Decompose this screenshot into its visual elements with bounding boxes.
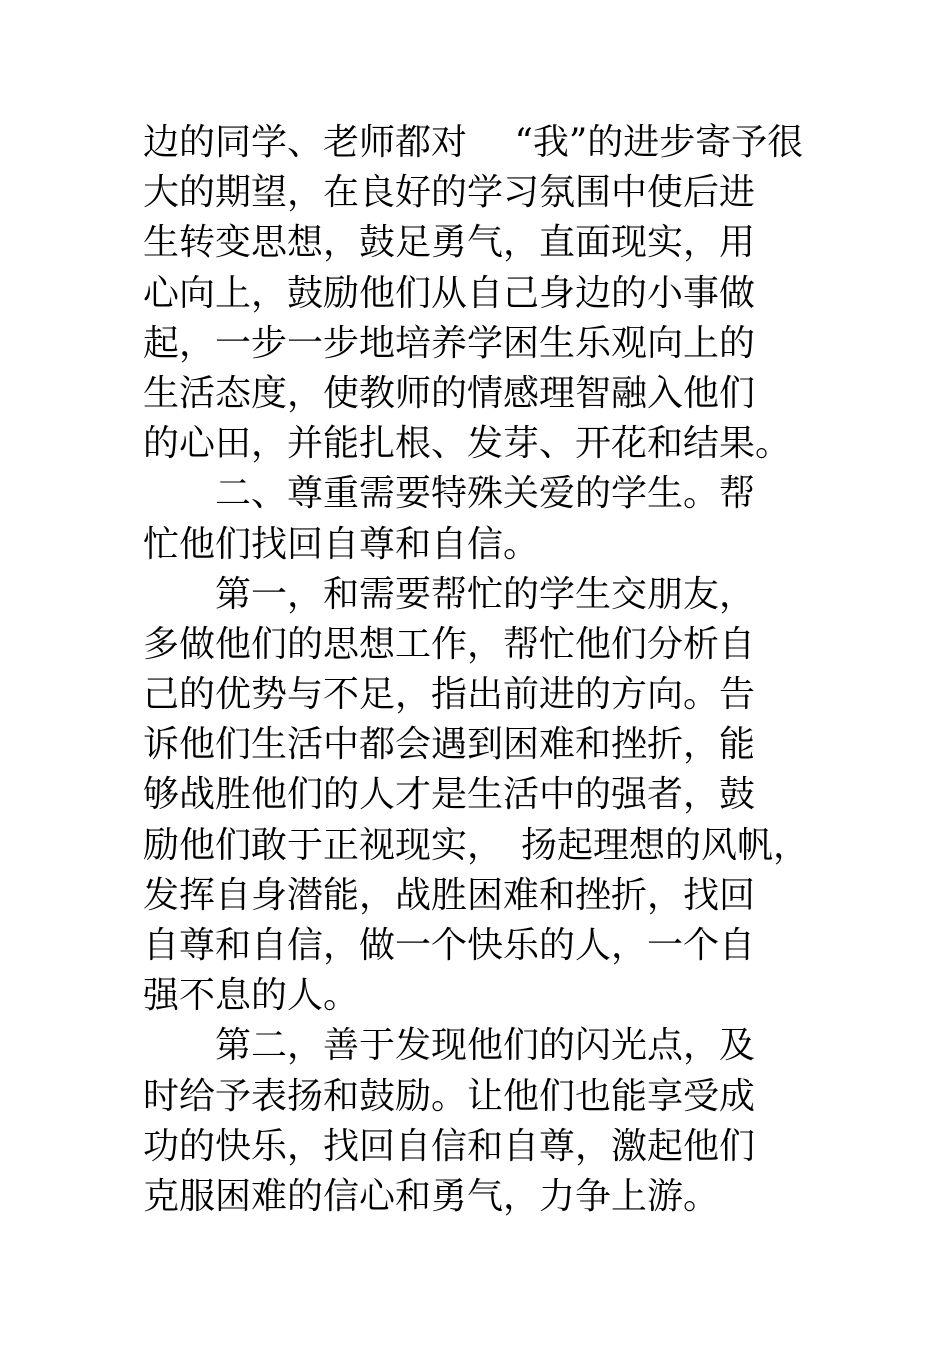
text-line: 励他们敢于正视现实， 扬起理想的风帆，: [143, 824, 810, 866]
text-line: 时给予表扬和鼓励。让他们也能享受成: [143, 1075, 756, 1117]
text-line: 边的同学、老师都对 “我”的进步寄予很: [143, 122, 804, 163]
text-line: 克服困难的信心和勇气，力争上游。: [143, 1175, 720, 1217]
text-line: 第二，善于发现他们的闪光点，及: [143, 1025, 756, 1067]
text-line: 生转变思想，鼓足勇气，直面现实，用: [143, 222, 756, 264]
text-line: 己的优势与不足，指出前进的方向。告: [143, 674, 756, 716]
text-line: 自尊和自信，做一个快乐的人，一个自: [143, 925, 756, 966]
text-line: 功的快乐，找回自信和自尊，激起他们: [143, 1125, 756, 1167]
text-line: 第一，和需要帮忙的学生交朋友，: [143, 573, 756, 615]
text-line: 大的期望，在良好的学习氛围中使后进: [143, 172, 756, 214]
text-line: 心向上，鼓励他们从自己身边的小事做: [143, 272, 756, 314]
text-line: 起，一步一步地培养学困生乐观向上的: [143, 322, 756, 364]
body-text: [143, 118, 843, 1222]
section-heading-line: 忙他们找回自尊和自信。: [143, 523, 540, 565]
text-line: 生活态度，使教师的情感理智融入他们: [143, 372, 756, 414]
text-line: 诉他们生活中都会遇到困难和挫折，能: [143, 724, 756, 766]
text-line: 够战胜他们的人才是生活中的强者，鼓: [143, 774, 756, 816]
text-line: 的心田，并能扎根、发芽、开花和结果。: [143, 423, 792, 465]
text-line: 发挥自身潜能，战胜困难和挫折，找回: [143, 874, 756, 916]
text-line: 强不息的人。: [143, 975, 360, 1017]
section-heading-line: 二、尊重需要特殊关爱的学生。帮: [143, 473, 756, 515]
text-line: 多做他们的思想工作，帮忙他们分析自: [143, 623, 756, 665]
